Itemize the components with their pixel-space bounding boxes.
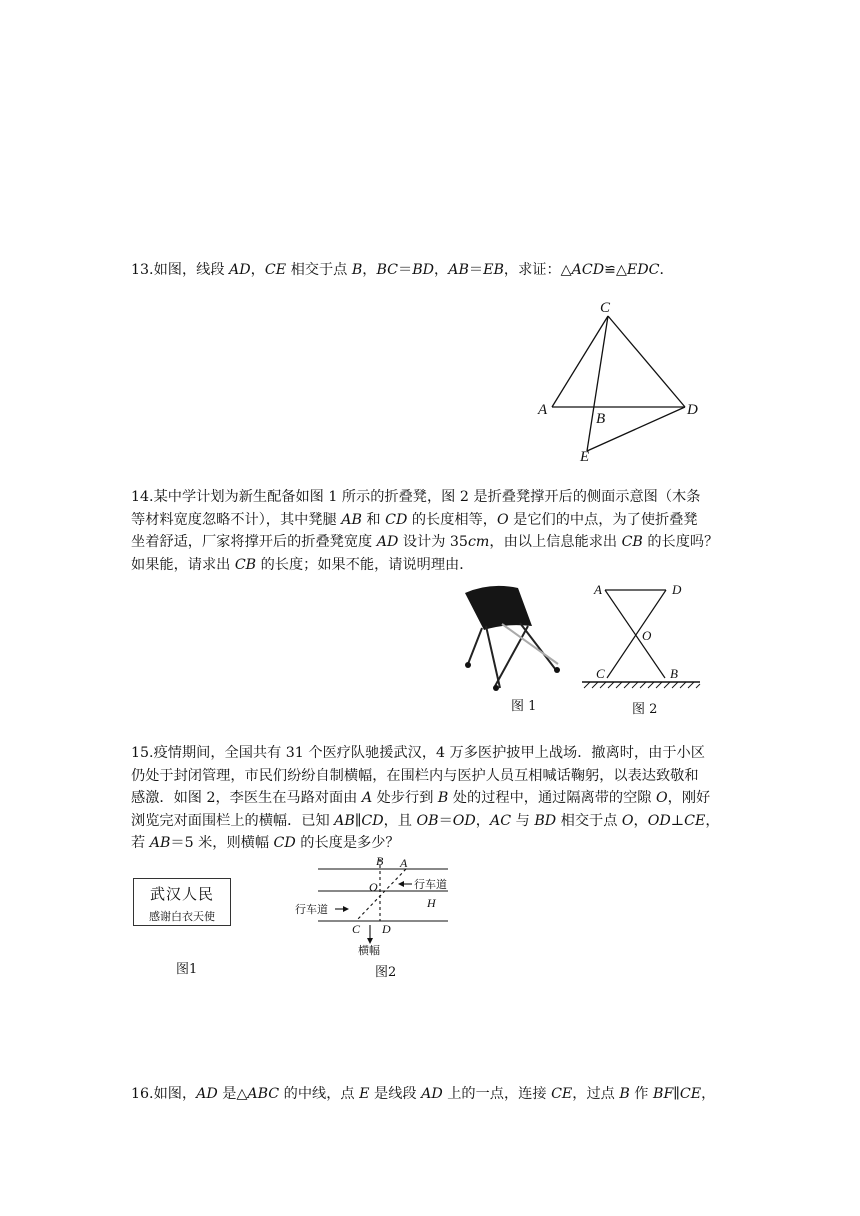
math-term: BD xyxy=(412,262,435,278)
text-run: ， xyxy=(633,812,648,829)
folding-stool-illustration xyxy=(460,578,570,688)
label-a: A xyxy=(400,856,408,870)
math-term: AB xyxy=(334,812,355,829)
text-run: ，由以上信息能求出 xyxy=(489,534,622,550)
text-run: 是线段 xyxy=(369,1086,422,1102)
lane-label-left: 行车道 xyxy=(295,904,328,916)
text-run: 处步行到 xyxy=(372,790,438,806)
text-run: 13.如图，线段 xyxy=(131,262,230,278)
text-run: 15.疫情期间，全国共有 31 个医疗队驰援武汉，4 万多医护披甲上战场．撤离时，由于小区 xyxy=(131,745,705,761)
math-term: O xyxy=(656,790,668,806)
math-term: OD xyxy=(647,812,671,829)
text-run: 作 xyxy=(629,1086,654,1102)
math-term: AB xyxy=(149,835,171,851)
text-line xyxy=(131,486,731,509)
text-run: 上的一点，连接 xyxy=(442,1086,552,1102)
text-line xyxy=(131,531,731,554)
text-run: ＝ xyxy=(438,812,453,829)
math-term: ACD xyxy=(571,262,605,278)
text-line xyxy=(131,509,731,532)
text-run: 浏览完对面围栏上的横幅．已知 xyxy=(131,812,335,829)
label-b: B xyxy=(376,854,384,868)
label-e: E xyxy=(580,449,590,465)
text-run: ，且 xyxy=(383,812,417,829)
math-term: CB xyxy=(621,534,643,550)
text-run: 仍处于封闭管理，市民们纷纷自制横幅，在围栏内与医护人员互相喊话鞠躬，以表达致敬和 xyxy=(131,767,699,784)
label-a: A xyxy=(538,402,548,418)
q14-figure2-caption: 图 2 xyxy=(632,702,658,717)
text-run: ∥ xyxy=(354,812,362,829)
text-run: ，求证：△ xyxy=(503,262,572,278)
banner-figure xyxy=(133,878,231,926)
label-b: B xyxy=(670,666,678,681)
label-d: D xyxy=(687,402,698,418)
question-14-text xyxy=(131,486,731,576)
text-run: ＝5 米，则横幅 xyxy=(170,835,274,851)
math-term: CB xyxy=(234,556,257,573)
text-run: ， xyxy=(434,262,449,278)
text-run: 和 xyxy=(361,511,386,528)
text-run: ． xyxy=(659,262,674,278)
lane-label-right: 行车道 xyxy=(414,879,447,891)
math-term: O xyxy=(497,511,509,528)
text-run: 14.某中学计划为新生配备如图 1 所示的折叠凳，图 2 是折叠凳撑开后的侧面示意图（木条 xyxy=(131,489,701,505)
text-run: ， xyxy=(362,262,377,278)
math-term: AB xyxy=(448,262,469,278)
text-run: 感激．如图 2，李医生在马路对面由 xyxy=(131,790,362,806)
math-term: AC xyxy=(489,812,512,829)
text-run: 是它们的中点，为了使折叠凳 xyxy=(508,511,698,528)
math-term: EB xyxy=(483,262,504,278)
text-run: 的中线，点 xyxy=(279,1086,360,1102)
text-line xyxy=(131,554,731,577)
label-c: C xyxy=(600,300,611,316)
stool-side-diagram xyxy=(580,578,710,688)
math-term: A xyxy=(361,790,373,806)
text-run: ， xyxy=(250,262,265,278)
math-term: BC xyxy=(376,262,399,278)
text-line xyxy=(131,787,731,810)
text-run: 相交于点 xyxy=(286,262,352,278)
text-run: 与 xyxy=(511,812,535,829)
question-13-text xyxy=(131,259,731,282)
text-line xyxy=(131,1083,731,1106)
text-run: 坐着舒适，厂家将撑开后的折叠凳宽度 xyxy=(131,534,377,550)
stool-seat xyxy=(465,586,532,630)
math-term: CD xyxy=(361,812,384,829)
text-run: 相交于点 xyxy=(556,812,622,829)
q15-figure1-caption: 图1 xyxy=(176,962,198,977)
text-run: 的长度相等， xyxy=(407,511,497,528)
math-term: CE xyxy=(679,1086,702,1102)
label-c: C xyxy=(352,922,361,936)
text-run: 的长度；如果不能，请说明理由． xyxy=(256,556,474,573)
math-term: B xyxy=(437,790,449,806)
text-run: 如果能，请求出 xyxy=(131,556,235,573)
text-run: ，过点 xyxy=(572,1086,620,1102)
math-term: EDC xyxy=(626,262,660,278)
label-b: B xyxy=(596,411,606,427)
text-run: 是△ xyxy=(217,1086,248,1102)
math-term: AB xyxy=(341,511,362,528)
math-term: E xyxy=(359,1086,370,1102)
label-a: A xyxy=(594,582,602,597)
text-run: ， xyxy=(701,1086,716,1102)
label-c: C xyxy=(596,666,605,681)
text-line xyxy=(131,832,731,855)
question-15-text xyxy=(131,742,731,855)
text-run: 处的过程中，通过隔离带的空隙 xyxy=(448,790,656,806)
math-term: B xyxy=(619,1086,630,1102)
math-term: CE xyxy=(684,812,706,829)
math-term: B xyxy=(351,262,363,278)
text-run: ⊥ xyxy=(670,812,685,829)
math-term: OD xyxy=(452,812,476,829)
text-run: 等材料宽度忽略不计），其中凳腿 xyxy=(131,511,342,528)
math-term: AD xyxy=(229,262,251,278)
math-term: AD xyxy=(376,534,399,550)
segment-ce xyxy=(587,316,608,451)
banner-label: 横幅 xyxy=(358,945,380,957)
math-term: AD xyxy=(421,1086,443,1102)
text-run: 设计为 35 xyxy=(398,534,468,550)
question-16-text xyxy=(131,1083,731,1106)
math-term: BF xyxy=(653,1086,674,1102)
text-run: 的长度是多少？ xyxy=(295,835,400,851)
text-run: ＝ xyxy=(468,262,484,278)
math-term: O xyxy=(621,812,634,829)
text-line xyxy=(131,259,731,282)
text-run: ，刚好 xyxy=(667,790,711,806)
math-term: BD xyxy=(534,812,557,829)
text-run: ∥ xyxy=(673,1086,680,1102)
math-term: ABC xyxy=(247,1086,280,1102)
banner-title: 武汉人民 xyxy=(149,885,214,903)
street-diagram xyxy=(290,853,460,968)
text-run: ， xyxy=(705,812,720,829)
math-term: cm xyxy=(467,534,490,550)
math-term: CE xyxy=(551,1086,573,1102)
math-term: AD xyxy=(196,1086,218,1102)
q14-figure1-caption: 图 1 xyxy=(511,699,537,714)
text-run: ≌△ xyxy=(604,262,627,278)
math-term: CD xyxy=(385,511,408,528)
text-run: ＝ xyxy=(398,262,413,278)
label-o: O xyxy=(369,880,378,894)
text-run: 若 xyxy=(131,835,150,851)
segment-cd xyxy=(608,316,685,407)
text-run: ， xyxy=(475,812,490,829)
label-d: D xyxy=(672,582,682,597)
banner-subtitle: 感谢白衣天使 xyxy=(149,910,215,923)
text-line xyxy=(131,810,731,833)
label-h: H xyxy=(427,896,436,910)
math-term: CE xyxy=(264,262,287,278)
label-d: D xyxy=(382,922,391,936)
text-run: 16.如图， xyxy=(131,1086,197,1102)
label-o: O xyxy=(642,628,652,643)
math-term: OB xyxy=(416,812,439,829)
figure-triangle-q13 xyxy=(530,298,710,468)
segment-ca xyxy=(552,316,608,407)
text-line xyxy=(131,742,731,765)
text-line xyxy=(131,765,731,788)
math-term: CD xyxy=(273,835,296,851)
text-run: 的长度吗？ xyxy=(642,534,719,550)
q15-figure2-caption: 图2 xyxy=(375,965,397,980)
